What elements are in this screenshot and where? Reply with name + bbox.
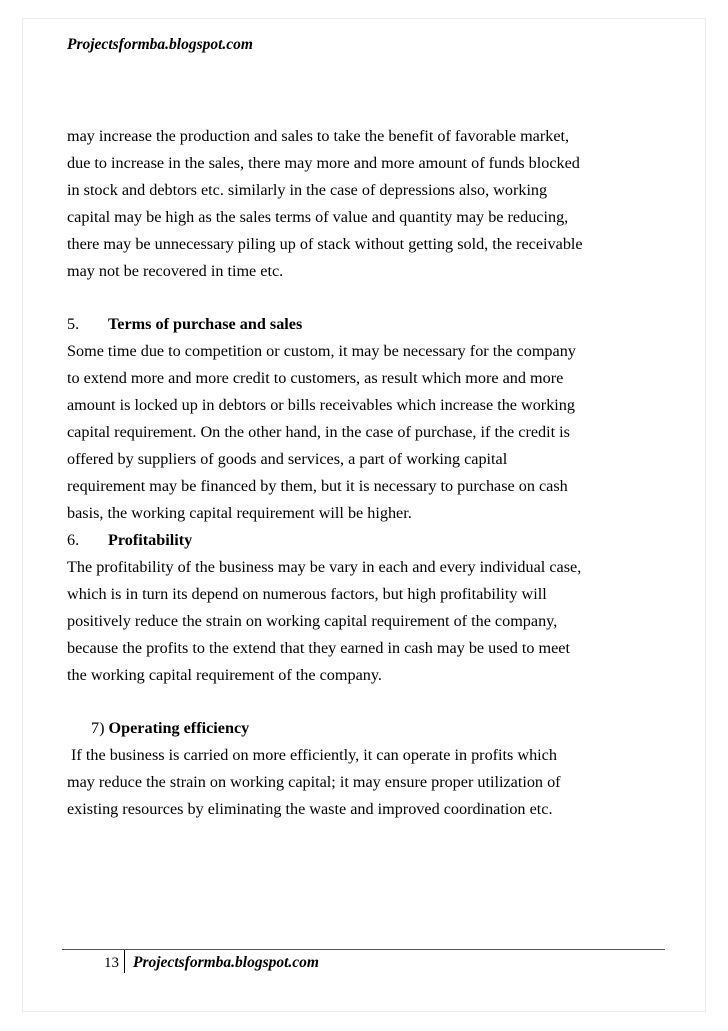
body-line: requirement may be financed by them, but it is necessary to purchase on cash — [67, 477, 568, 495]
section-title: Profitability — [108, 531, 193, 549]
body-line: may increase the production and sales to take the benefit of favorable market, — [67, 127, 570, 145]
body-line: may reduce the strain on working capital; it may ensure proper utilization of — [67, 773, 561, 791]
body-line: Some time due to competition or custom, it may be necessary for the company — [67, 342, 576, 360]
body-line: in stock and debtors etc. similarly in the case of depressions also, working — [67, 181, 548, 199]
body-line: existing resources by eliminating the waste and improved coordination etc. — [67, 800, 553, 818]
body-line: capital requirement. On the other hand, in the case of purchase, if the credit is — [67, 423, 570, 441]
section-number: 6. — [67, 531, 80, 549]
page-number: 13 — [104, 955, 119, 971]
body-line: due to increase in the sales, there may more and more amount of funds blocked — [67, 154, 580, 172]
footer-divider — [124, 950, 125, 973]
body-line: may not be recovered in time etc. — [67, 262, 284, 280]
section-6-heading — [67, 530, 192, 550]
body-line: capital may be high as the sales terms of value and quantity may be reducing, — [67, 208, 569, 226]
section-title: Terms of purchase and sales — [108, 315, 303, 333]
section-title: Operating efficiency — [108, 719, 250, 737]
body-line: amount is locked up in debtors or bills receivables which increase the working — [67, 396, 575, 414]
section-5-heading — [67, 314, 302, 334]
section-number: 7) — [91, 719, 105, 737]
body-line: positively reduce the strain on working capital requirement of the company, — [67, 612, 558, 630]
body-line: offered by suppliers of goods and services, a part of working capital — [67, 450, 508, 468]
body-line: there may be unnecessary piling up of stack without getting sold, the receivable — [67, 235, 583, 253]
body-line: to extend more and more credit to customers, as result which more and more — [67, 369, 564, 387]
body-line: because the profits to the extend that they earned in cash may be used to meet — [67, 639, 570, 657]
body-line: The profitability of the business may be vary in each and every individual case, — [67, 558, 582, 576]
section-7-heading — [91, 718, 249, 738]
body-line: which is in turn its depend on numerous factors, but high profitability will — [67, 585, 547, 603]
body-line: basis, the working capital requirement will be higher. — [67, 504, 412, 522]
footer-site: Projectsformba.blogspot.com — [133, 954, 319, 971]
page-header: Projectsformba.blogspot.com — [67, 36, 253, 53]
body-line: If the business is carried on more efficiently, it can operate in profits which — [67, 746, 557, 764]
section-number: 5. — [67, 315, 80, 333]
body-line: the working capital requirement of the company. — [67, 666, 382, 684]
footer-rule — [62, 949, 665, 950]
